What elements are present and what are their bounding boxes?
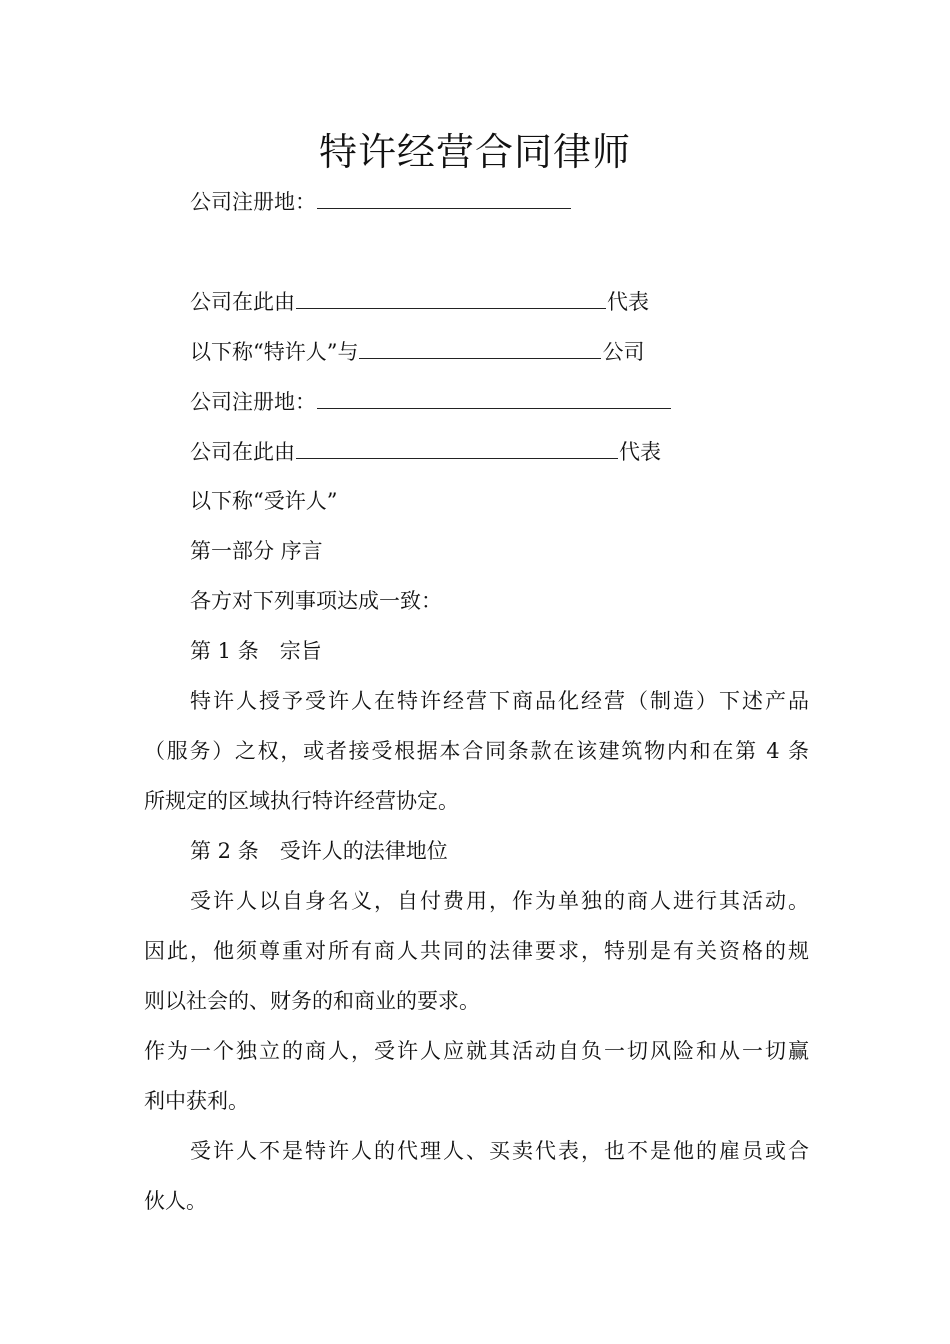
part-one-heading: 第一部分 序言 xyxy=(190,539,323,563)
article-2-heading: 第 2 条 受许人的法律地位 xyxy=(190,839,448,863)
franchisor-designation-line xyxy=(190,336,809,367)
franchisor-representative-line xyxy=(190,286,809,317)
line-label: 公司在此由 xyxy=(190,440,295,464)
agreement-intro: 各方对下列事项达成一致： xyxy=(190,589,442,613)
article-2-text-line: 利中获利。 xyxy=(144,1089,249,1113)
blank-field xyxy=(296,286,606,309)
franchisor-address-line xyxy=(190,186,809,217)
blank-field xyxy=(317,386,671,409)
line-suffix: 代表 xyxy=(607,290,649,314)
line-suffix: 公司 xyxy=(602,340,645,364)
article-2-text-line: 则以社会的、财务的和商业的要求。 xyxy=(144,989,480,1013)
line-suffix: 代表 xyxy=(619,440,661,464)
article-2-text-line: 伙人。 xyxy=(144,1189,207,1213)
line-label: 公司注册地： xyxy=(190,390,316,414)
article-2-text-line: 作为一个独立的商人，受许人应就其活动自负一切风险和从一切赢 xyxy=(144,1039,809,1063)
line-label: 公司注册地： xyxy=(190,190,316,214)
franchisee-designation-line: 以下称“受许人” xyxy=(190,489,338,513)
franchisee-representative-line xyxy=(190,436,809,467)
article-2-text-line: 因此，他须尊重对所有商人共同的法律要求，特别是有关资格的规 xyxy=(144,939,809,963)
article-1-text-line: （服务）之权，或者接受根据本合同条款在该建筑物内和在第 4 条 xyxy=(144,739,809,763)
document-title: 特许经营合同律师 xyxy=(318,130,631,174)
franchisee-address-line xyxy=(190,386,809,417)
line-label: 公司在此由 xyxy=(190,290,295,314)
blank-field xyxy=(296,436,618,459)
article-2-text-line: 受许人不是特许人的代理人、买卖代表，也不是他的雇员或合 xyxy=(190,1139,809,1163)
article-1-heading: 第 1 条 宗旨 xyxy=(190,639,322,663)
article-1-text-line: 所规定的区域执行特许经营协定。 xyxy=(144,789,459,813)
article-2-text-line: 受许人以自身名义，自付费用，作为单独的商人进行其活动。 xyxy=(190,889,809,913)
line-label: 以下称“特许人”与 xyxy=(190,340,359,364)
article-1-text-line: 特许人授予受许人在特许经营下商品化经营（制造）下述产品 xyxy=(190,689,809,713)
blank-field xyxy=(317,186,571,209)
blank-field xyxy=(359,336,601,359)
